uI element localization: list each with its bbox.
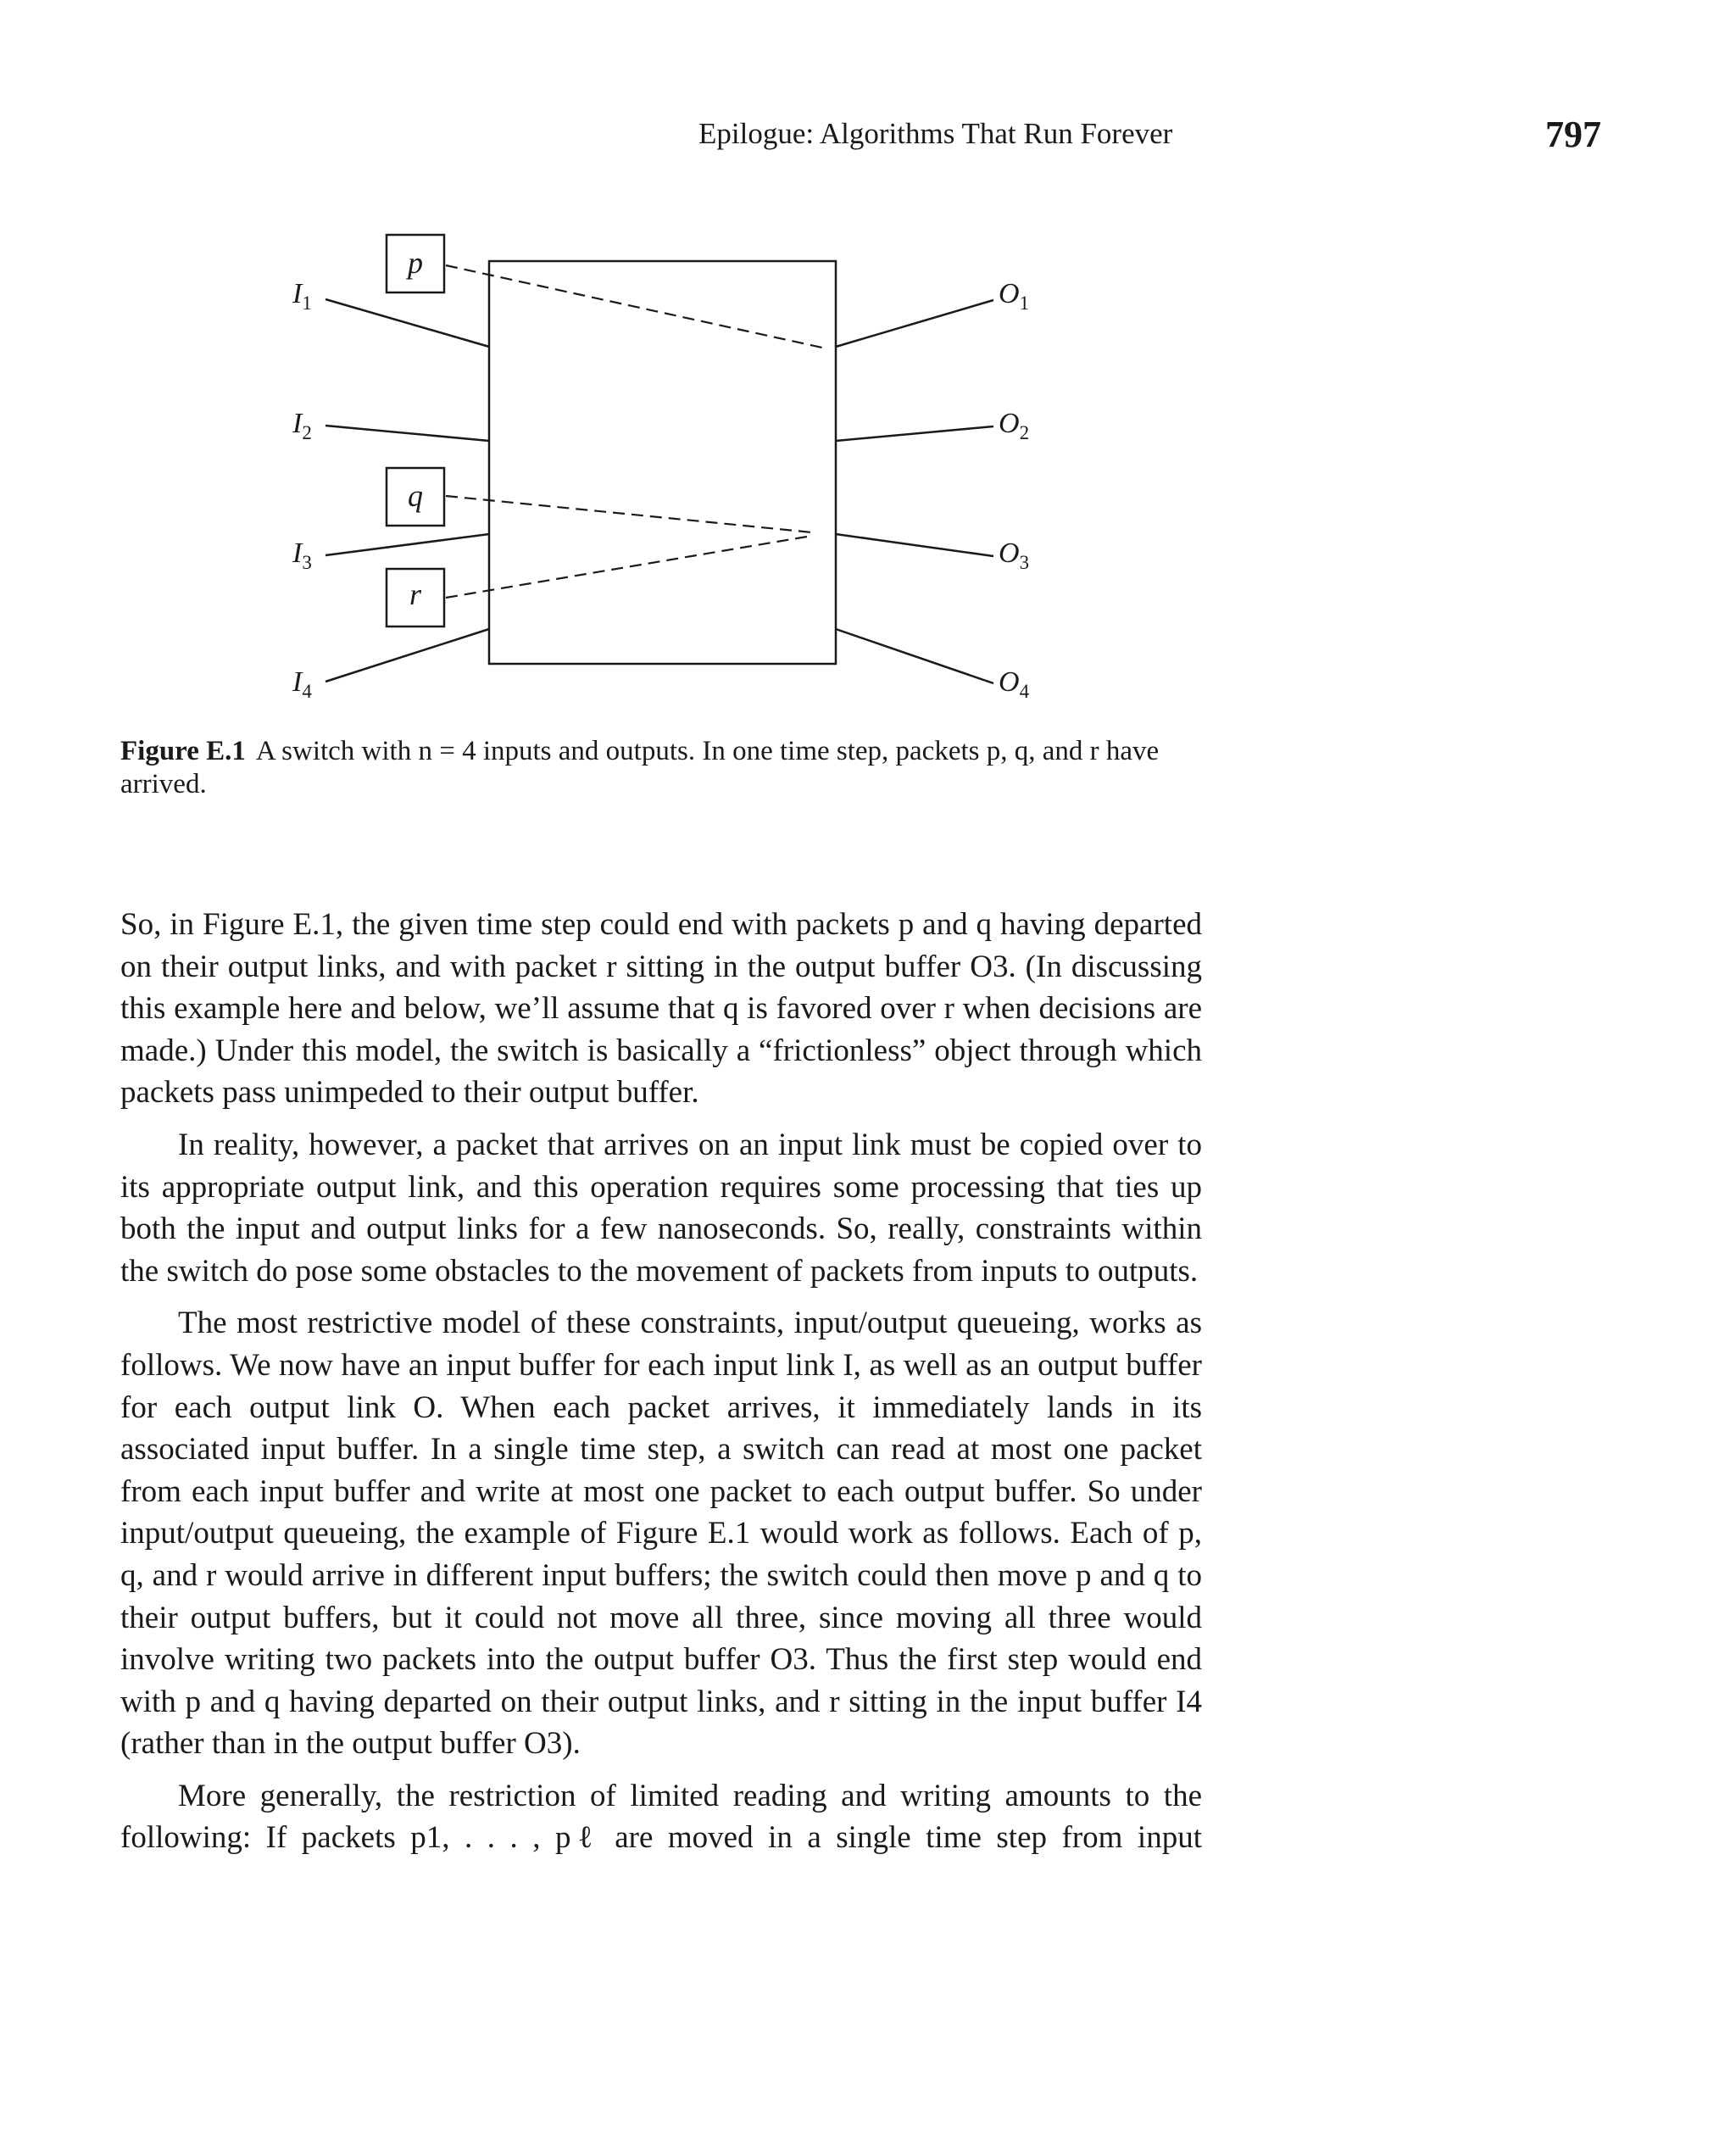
- switch-box: [489, 261, 836, 664]
- output-label-2: $O_2$: [999, 408, 1030, 443]
- output-link-3: [836, 534, 993, 556]
- input-link-1: [326, 299, 489, 347]
- input-label-2: $I_2$: [292, 408, 312, 443]
- input-link-3: [326, 534, 489, 555]
- paragraph: So, in Figure E.1, the given time step could end with packets p and q having departed on their output links, and with packet r sitting in the output buffer O3. (In discussing this example here and below, we’ll assume that q is favored over r when decisions are made.) Under this model, the switch is basically a “frictionless” object through which packets pass unimpeded to their output buffer.: [120, 907, 1202, 1111]
- paragraph: More generally, the restriction of limited reading and writing amounts to the following: If packets p1, . . . , pℓ are moved in a single time step from input: [120, 1778, 1202, 1856]
- packet-r-label: r: [409, 577, 422, 611]
- figure-caption-label: Figure E.1: [120, 736, 246, 766]
- switch-figure: [0, 0, 1736, 742]
- output-label-3: $O_3$: [999, 537, 1030, 573]
- output-link-4: [836, 629, 993, 683]
- packet-p-path: [446, 265, 822, 348]
- output-label-1: $O_1$: [999, 278, 1030, 314]
- input-label-1: $I_1$: [292, 278, 312, 314]
- packet-q-label: q: [408, 479, 423, 513]
- page-number: 797: [1545, 114, 1601, 155]
- output-link-2: [836, 426, 993, 441]
- figure-caption: [120, 735, 1202, 801]
- output-label-4: $O_4$: [999, 666, 1030, 702]
- output-link-1: [836, 300, 993, 347]
- packet-p-label: p: [408, 246, 423, 280]
- input-link-2: [326, 426, 489, 441]
- input-label-3: $I_3$: [292, 537, 312, 573]
- input-link-4: [326, 629, 489, 682]
- running-head: Epilogue: Algorithms That Run Forever: [698, 117, 1173, 150]
- paragraph: The most restrictive model of these constraints, input/output queueing, works as follows. We now have an input buffer for each input link I, as well as an output buffer for each output link O. When each packet arrives, it immediately lands in its associated input buffer. In a single time step, a switch can read at most one packet from each input buffer and write at most one packet to each output buffer. So under input/output queueing, the example of Figure E.1 would work as follows. Each of p, q, and r would arrive in different input buffers; the switch could then move p and q to their output buffers, but it could not move all three, since moving all three would involve writing two packets into the output buffer O3. Thus the first step would end with p and q having departed on their output links, and r sitting in the input buffer I4 (rather than in the output buffer O3).: [120, 1306, 1202, 1762]
- figure-caption-text: A switch with n = 4 inputs and outputs. In one time step, packets p, q, and r have arrived.: [120, 736, 1160, 799]
- paragraph: In reality, however, a packet that arrives on an input link must be copied over to its appropriate output link, and this operation requires some processing that ties up both the input and output links for a few nanoseconds. So, really, constraints within the switch do pose some obstacles to the movement of packets from inputs to outputs.: [120, 1127, 1202, 1289]
- packet-r-path: [446, 536, 812, 598]
- packet-q-path: [446, 496, 812, 532]
- input-label-4: $I_4$: [292, 666, 312, 702]
- body-text: [120, 904, 1202, 1869]
